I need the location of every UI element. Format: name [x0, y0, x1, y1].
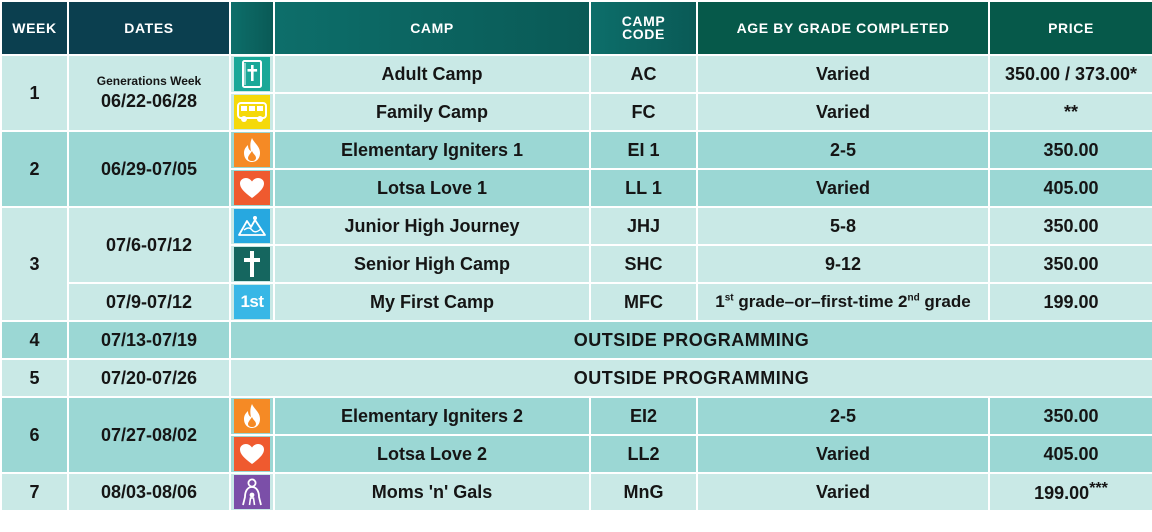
camp-code: MFC — [590, 283, 697, 321]
dates-value: 06/22-06/28 — [100, 90, 198, 111]
camp-price: 350.00 — [989, 207, 1152, 245]
table-row — [1, 397, 1152, 435]
week-cell: 3 — [1, 207, 68, 321]
camp-code: AC — [590, 55, 697, 93]
camp-name: Adult Camp — [274, 55, 590, 93]
camp-name: Moms 'n' Gals — [274, 473, 590, 511]
table-row — [1, 359, 1152, 397]
flame-icon — [234, 133, 270, 167]
icon-cell — [230, 131, 274, 169]
price-footnote-mark: *** — [1089, 480, 1108, 497]
camp-price: 350.00 / 373.00* — [989, 55, 1152, 93]
header-week: WEEK — [1, 1, 68, 55]
dates-cell: 07/13-07/19 — [68, 321, 230, 359]
flame-icon — [234, 399, 270, 433]
camp-price — [989, 473, 1152, 511]
header-price: PRICE — [989, 1, 1152, 55]
table-row — [1, 321, 1152, 359]
camp-name: Elementary Igniters 2 — [274, 397, 590, 435]
camp-name: Elementary Igniters 1 — [274, 131, 590, 169]
icon-cell — [230, 93, 274, 131]
heart-icon — [234, 171, 270, 205]
header-camp-code-line2: CODE — [622, 26, 665, 42]
camp-code: LL2 — [590, 435, 697, 473]
age-part: grade–or–first-time 2 — [733, 292, 908, 311]
camp-age: 2-5 — [697, 131, 989, 169]
first-icon-label: 1st — [240, 292, 264, 311]
icon-cell — [230, 169, 274, 207]
camp-age: Varied — [697, 435, 989, 473]
camp-age: 2-5 — [697, 397, 989, 435]
icon-cell — [230, 207, 274, 245]
icon-cell — [230, 473, 274, 511]
camp-name: Family Camp — [274, 93, 590, 131]
outside-programming: OUTSIDE PROGRAMMING — [230, 321, 1152, 359]
camp-name: Senior High Camp — [274, 245, 590, 283]
header-icon-column — [230, 1, 274, 55]
dates-cell: 07/6-07/12 — [68, 207, 230, 283]
heart-icon — [234, 437, 270, 471]
camp-name: Lotsa Love 2 — [274, 435, 590, 473]
camp-price: 350.00 — [989, 131, 1152, 169]
dates-cell: 07/9-07/12 — [68, 283, 230, 321]
camp-age: 9-12 — [697, 245, 989, 283]
camp-age: Varied — [697, 93, 989, 131]
mother-child-icon — [234, 475, 270, 509]
camp-age: Varied — [697, 55, 989, 93]
bus-icon — [234, 95, 270, 129]
camp-age: 5-8 — [697, 207, 989, 245]
header-camp: CAMP — [274, 1, 590, 55]
camp-age: Varied — [697, 473, 989, 511]
age-sup: st — [724, 292, 734, 304]
mountain-map-icon — [234, 209, 270, 243]
camp-code: MnG — [590, 473, 697, 511]
camp-price: 350.00 — [989, 245, 1152, 283]
camp-code: EI 1 — [590, 131, 697, 169]
week-cell: 7 — [1, 473, 68, 511]
dates-cell: 06/29-07/05 — [68, 131, 230, 207]
outside-programming: OUTSIDE PROGRAMMING — [230, 359, 1152, 397]
table-row — [1, 207, 1152, 245]
icon-cell — [230, 245, 274, 283]
week-cell: 4 — [1, 321, 68, 359]
icon-cell — [230, 283, 274, 321]
camp-price: ** — [989, 93, 1152, 131]
camp-code: EI2 — [590, 397, 697, 435]
camp-name: Lotsa Love 1 — [274, 169, 590, 207]
age-sup: nd — [907, 292, 920, 304]
dates-cell — [68, 55, 230, 131]
header-dates: DATES — [68, 1, 230, 55]
dates-cell: 08/03-08/06 — [68, 473, 230, 511]
age-part: 1 — [715, 292, 725, 311]
camp-code: FC — [590, 93, 697, 131]
camp-age — [697, 283, 989, 321]
header-row — [1, 1, 1152, 55]
camp-code: LL 1 — [590, 169, 697, 207]
cross-icon — [234, 247, 270, 281]
header-age: AGE BY GRADE COMPLETED — [697, 1, 989, 55]
icon-cell — [230, 397, 274, 435]
camp-name: My First Camp — [274, 283, 590, 321]
week-cell: 2 — [1, 131, 68, 207]
price-value: 199.00 — [1034, 483, 1090, 503]
camp-price: 405.00 — [989, 169, 1152, 207]
first-icon — [234, 285, 270, 319]
header-camp-code — [590, 1, 697, 55]
camp-name: Junior High Journey — [274, 207, 590, 245]
week-cell: 6 — [1, 397, 68, 473]
icon-cell — [230, 435, 274, 473]
camp-price: 199.00 — [989, 283, 1152, 321]
week-cell: 1 — [1, 55, 68, 131]
week-cell: 5 — [1, 359, 68, 397]
table-row — [1, 473, 1152, 511]
table-row — [1, 55, 1152, 93]
camp-age: Varied — [697, 169, 989, 207]
bible-icon — [234, 57, 270, 91]
dates-cell: 07/20-07/26 — [68, 359, 230, 397]
camp-price: 350.00 — [989, 397, 1152, 435]
camp-price: 405.00 — [989, 435, 1152, 473]
header-camp-code-line1: CAMP — [621, 13, 666, 29]
camp-code: JHJ — [590, 207, 697, 245]
dates-note: Generations Week — [96, 73, 202, 88]
dates-cell: 07/27-08/02 — [68, 397, 230, 473]
age-part: grade — [919, 292, 971, 311]
table-row — [1, 131, 1152, 169]
icon-cell — [230, 55, 274, 93]
camp-code: SHC — [590, 245, 697, 283]
table-row — [1, 283, 1152, 321]
